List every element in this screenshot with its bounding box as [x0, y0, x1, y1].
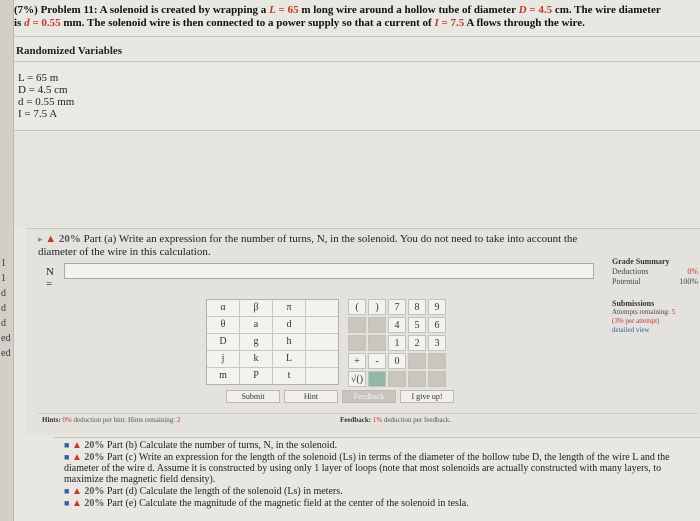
key-5[interactable]: 5 — [408, 317, 426, 333]
checkbox-icon: ■ — [64, 440, 70, 450]
key-7[interactable]: 7 — [388, 299, 406, 315]
part-item[interactable] — [64, 452, 694, 485]
key-pi[interactable]: π — [273, 300, 305, 316]
problem-text-segment: A flows through the wire. — [464, 17, 585, 29]
hints-text: deduction per hint. Hints remaining: — [71, 416, 176, 424]
key-blank[interactable] — [306, 368, 338, 384]
problem-statement — [14, 4, 694, 30]
warning-icon: ▲ — [45, 233, 57, 245]
part-percent: 20% — [84, 452, 105, 463]
part-percent: 20% — [84, 498, 105, 509]
problem-number: (7%) Problem 11: — [14, 4, 98, 16]
warning-icon: ▲ — [71, 498, 82, 509]
left-strip-label: 1 — [1, 258, 6, 269]
left-strip-label: d — [1, 288, 6, 299]
warning-icon: ▲ — [71, 486, 82, 497]
feedback-label: Feedback: — [340, 416, 372, 424]
warning-icon: ▲ — [71, 440, 82, 451]
key-func[interactable] — [348, 317, 366, 333]
part-label: Part (d) — [106, 486, 138, 497]
key-func[interactable] — [428, 371, 446, 387]
key-a[interactable]: a — [240, 317, 272, 333]
feedback-button[interactable]: Feedback — [342, 390, 396, 403]
part-percent: 20% — [84, 440, 105, 451]
hints-label: Hints: — [42, 416, 61, 424]
var-symbol: L — [269, 4, 276, 16]
key-3[interactable]: 3 — [428, 335, 446, 351]
part-question: Write an expression for the length of the solenoid (Ls) in terms of the diameter of the hollow tube D, the length of the wire L and the diameter of the wire d. Assume it is constructed by using only 1 layer of loops (note that most solenoids are actually constructed with many layers, to maximize the magnetic field density). — [64, 452, 670, 485]
feedback-info — [340, 416, 451, 424]
part-question: Calculate the length of the solenoid (Ls) in meters. — [137, 486, 343, 497]
key-g[interactable]: g — [240, 334, 272, 350]
key-open-paren[interactable]: ( — [348, 299, 366, 315]
variable-line: I = 7.5 A — [18, 108, 58, 120]
problem-text-segment: cm. The wire diameter — [552, 4, 661, 16]
part-question: Calculate the magnitude of the magnetic field at the center of the solenoid in tesla. — [136, 498, 469, 509]
key-blank[interactable] — [306, 351, 338, 367]
potential-label: Potential — [612, 277, 641, 286]
key-func[interactable] — [348, 335, 366, 351]
hints-remaining: 2 — [176, 416, 181, 424]
key-close-paren[interactable]: ) — [368, 299, 386, 315]
key-8[interactable]: 8 — [408, 299, 426, 315]
key-alpha[interactable]: α — [207, 300, 239, 316]
part-label: Part (e) — [106, 498, 137, 509]
part-label: Part (a) — [83, 233, 117, 245]
left-strip-label: d — [1, 318, 6, 329]
var-symbol: I — [434, 17, 439, 29]
warning-icon: ▲ — [71, 452, 82, 463]
left-sidebar-strip — [0, 0, 14, 521]
problem-panel — [14, 0, 700, 521]
key-func[interactable] — [368, 317, 386, 333]
part-a-header — [38, 233, 598, 259]
key-k[interactable]: k — [240, 351, 272, 367]
key-0[interactable]: 0 — [388, 353, 406, 369]
key-1[interactable]: 1 — [388, 335, 406, 351]
key-j[interactable]: j — [207, 351, 239, 367]
var-value: = 0.55 — [29, 17, 61, 29]
var-value: = 65 — [275, 4, 299, 16]
key-func[interactable] — [368, 371, 386, 387]
hints-info — [42, 416, 180, 424]
feedback-text: deduction per feedback. — [382, 416, 452, 424]
var-value: = 7.5 — [438, 17, 465, 29]
problem-text-segment: mm. The solenoid wire is then connected to a power supply so that a current of — [60, 17, 435, 29]
left-strip-label: ed — [1, 348, 11, 359]
variable-line: D = 4.5 cm — [18, 84, 68, 96]
key-m[interactable]: m — [207, 368, 239, 384]
key-func[interactable] — [428, 353, 446, 369]
figure-area — [14, 132, 700, 227]
problem-text-segment: m long wire around a hollow tube of diameter — [298, 4, 519, 16]
give-up-button[interactable]: I give up! — [400, 390, 454, 403]
submissions-info — [612, 299, 700, 335]
per-attempt: (3% per attempt) — [612, 317, 660, 325]
key-func[interactable] — [408, 371, 426, 387]
part-percent: 20% — [58, 233, 81, 245]
checkbox-icon: ■ — [64, 486, 70, 496]
var-symbol: D — [518, 4, 527, 16]
attempts-row — [612, 308, 700, 317]
key-blank[interactable] — [306, 317, 338, 333]
number-keys — [348, 299, 446, 387]
part-label: Part (c) — [106, 452, 137, 463]
part-a-box — [26, 228, 700, 435]
detailed-view-link[interactable]: detailed view — [612, 326, 650, 334]
key-D[interactable]: D — [207, 334, 239, 350]
key-func[interactable] — [388, 371, 406, 387]
variable-line: d = 0.55 mm — [18, 96, 75, 108]
part-item[interactable] — [64, 498, 694, 509]
part-item[interactable] — [64, 486, 694, 497]
left-strip-label: ed — [1, 333, 11, 344]
symbol-keypad — [206, 299, 464, 385]
part-question: Calculate the number of turns, N, in the solenoid. — [137, 440, 338, 451]
divider — [54, 437, 700, 438]
key-func[interactable] — [368, 335, 386, 351]
randomized-variables-title: Randomized Variables — [16, 45, 123, 57]
var-value: = 4.5 — [526, 4, 553, 16]
submissions-title: Submissions — [612, 299, 655, 308]
key-theta[interactable]: θ — [207, 317, 239, 333]
key-2[interactable]: 2 — [408, 335, 426, 351]
submit-button[interactable]: Submit — [226, 390, 280, 403]
key-blank[interactable] — [306, 334, 338, 350]
hint-button[interactable]: Hint — [284, 390, 338, 403]
key-h[interactable]: h — [273, 334, 305, 350]
problem-text-segment: is — [14, 17, 25, 29]
divider — [14, 36, 700, 37]
checkbox-icon: ■ — [64, 452, 70, 462]
key-t[interactable]: t — [273, 368, 305, 384]
deductions-row — [612, 267, 700, 277]
key-4[interactable]: 4 — [388, 317, 406, 333]
deductions-value: 0% — [687, 267, 698, 276]
randomized-variables-box — [14, 61, 700, 131]
key-func[interactable] — [408, 353, 426, 369]
potential-value: 100% — [679, 277, 698, 286]
variable-keys — [206, 299, 339, 385]
checkbox-icon: ■ — [64, 498, 70, 508]
variable-line: L = 65 m — [18, 72, 59, 84]
part-percent: 20% — [84, 486, 105, 497]
hints-feedback-bar — [38, 413, 698, 426]
part-item[interactable] — [64, 440, 694, 451]
attempts-value: 5 — [671, 308, 675, 316]
key-P[interactable]: P — [240, 368, 272, 384]
left-strip-label: 1 — [1, 273, 6, 284]
left-strip-label: d — [1, 303, 6, 314]
feedback-percent: 1% — [372, 416, 383, 424]
hints-percent: 0% — [62, 416, 72, 424]
problem-text-segment: A solenoid is created by wrapping a — [97, 4, 270, 16]
other-parts-list — [64, 440, 694, 510]
part-label: Part (b) — [106, 440, 138, 451]
key-blank[interactable] — [306, 300, 338, 316]
key-beta[interactable]: β — [240, 300, 272, 316]
key-minus[interactable]: - — [368, 353, 386, 369]
var-symbol: d — [24, 17, 30, 29]
attempts-label: Attempts remaining: — [612, 308, 670, 316]
key-plus[interactable]: + — [348, 353, 366, 369]
key-6[interactable]: 6 — [428, 317, 446, 333]
answer-label: N = — [46, 266, 54, 290]
grade-summary-title: Grade Summary — [612, 257, 670, 266]
expand-triangle-icon[interactable]: ▸ — [38, 234, 43, 244]
grade-summary — [612, 257, 700, 287]
action-buttons — [226, 390, 454, 403]
deductions-label: Deductions — [612, 267, 649, 276]
key-sqrt[interactable]: √() — [348, 371, 366, 387]
potential-row — [612, 277, 700, 287]
key-d[interactable]: d — [273, 317, 305, 333]
part-question: Write an expression for the number of turns, N, in the solenoid. You do not need to take into account the diameter of the wire in this calculation. — [38, 233, 578, 258]
answer-input[interactable] — [64, 263, 594, 279]
key-9[interactable]: 9 — [428, 299, 446, 315]
key-L[interactable]: L — [273, 351, 305, 367]
